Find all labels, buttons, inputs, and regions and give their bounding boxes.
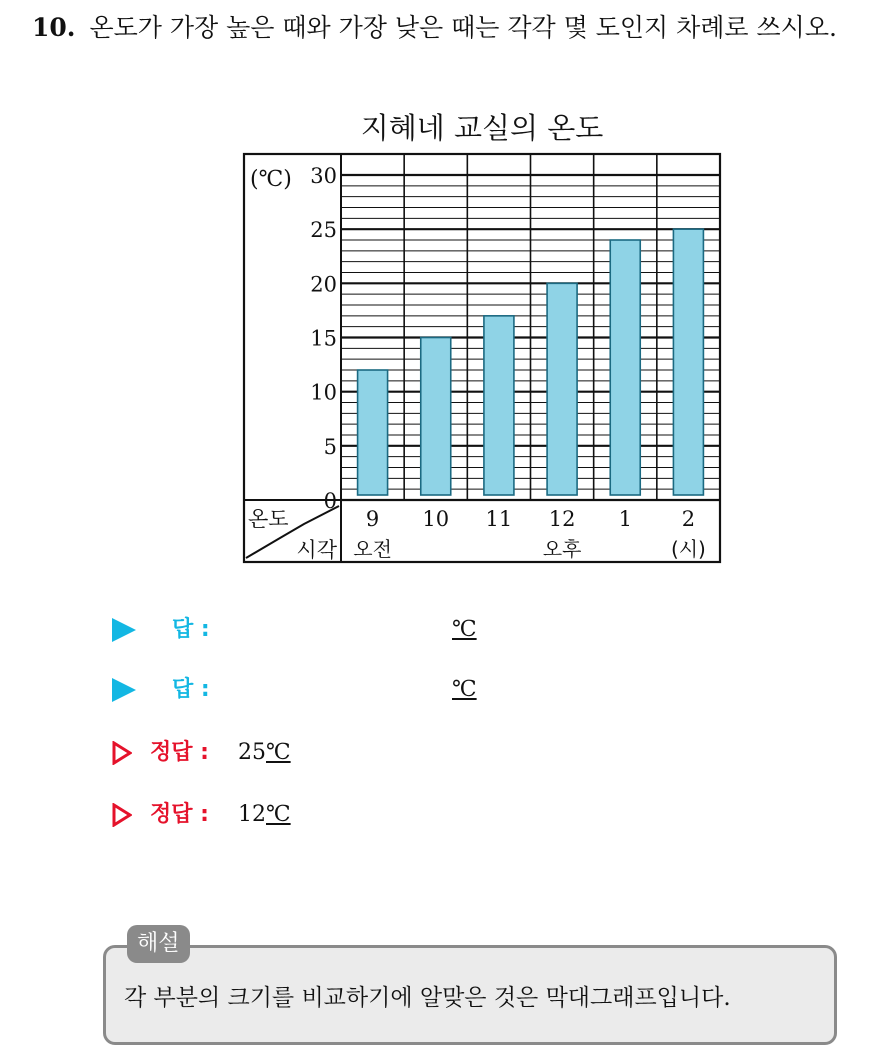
bar xyxy=(673,229,703,495)
play-triangle-icon xyxy=(112,618,136,642)
y-tick-label: 25 xyxy=(310,218,337,243)
correct-unit: ℃ xyxy=(266,802,291,827)
explanation-tag: 해설 xyxy=(127,925,190,963)
y-tick-label: 0 xyxy=(323,489,337,513)
answer-label: 답 : xyxy=(172,677,210,702)
y-axis-unit: (℃) xyxy=(250,167,292,192)
correct-unit: ℃ xyxy=(266,740,291,765)
correct-answer-value xyxy=(238,795,291,835)
corner-label-bottom: 시각 xyxy=(296,538,337,562)
x-tick-label: 2 xyxy=(681,507,696,531)
x-sub-label: 오전 xyxy=(353,537,392,561)
correct-number: 12 xyxy=(238,802,266,827)
bar xyxy=(358,370,388,495)
bar xyxy=(547,283,577,495)
bar xyxy=(610,240,640,495)
y-tick-label: 30 xyxy=(310,164,337,188)
correct-answer-value xyxy=(238,733,291,773)
x-tick-label: 1 xyxy=(618,507,632,531)
grid-lines xyxy=(341,154,720,500)
question-text: 온도가 가장 높은 때와 가장 낮은 때는 각각 몇 도인지 차례로 쓰시오. xyxy=(89,13,837,42)
bar xyxy=(421,338,451,496)
correct-answer-label: 정답 : xyxy=(150,740,209,765)
bar-chart xyxy=(240,150,724,568)
y-tick-label: 20 xyxy=(310,272,337,297)
x-sub-label: (시) xyxy=(670,537,706,561)
y-tick-label: 10 xyxy=(310,380,337,405)
play-triangle-icon xyxy=(112,678,136,702)
x-tick-label: 9 xyxy=(365,507,380,531)
chart-title: 지혜네 교실의 온도 xyxy=(360,111,604,145)
answer-label: 답 : xyxy=(172,617,210,642)
corner-label-top: 온도 xyxy=(248,507,289,531)
bar xyxy=(484,316,514,495)
y-tick-label: 5 xyxy=(323,434,337,459)
x-tick-label: 12 xyxy=(548,507,576,531)
chart-frame xyxy=(244,154,720,562)
question-number: 10. xyxy=(32,13,76,42)
correct-number: 25 xyxy=(238,740,266,765)
answer-unit: ℃ xyxy=(452,677,477,702)
answer-unit: ℃ xyxy=(452,617,477,642)
outline-triangle-icon xyxy=(112,803,132,827)
x-sub-label: 오후 xyxy=(542,537,582,561)
x-tick-label: 11 xyxy=(485,507,513,531)
explanation-text: 각 부분의 크기를 비교하기에 알맞은 것은 막대그래프입니다. xyxy=(124,985,731,1011)
question xyxy=(32,8,872,48)
x-tick-label: 10 xyxy=(422,507,450,531)
outline-triangle-icon xyxy=(112,741,132,765)
correct-answer-label: 정답 : xyxy=(150,802,209,827)
y-tick-label: 15 xyxy=(310,326,337,351)
